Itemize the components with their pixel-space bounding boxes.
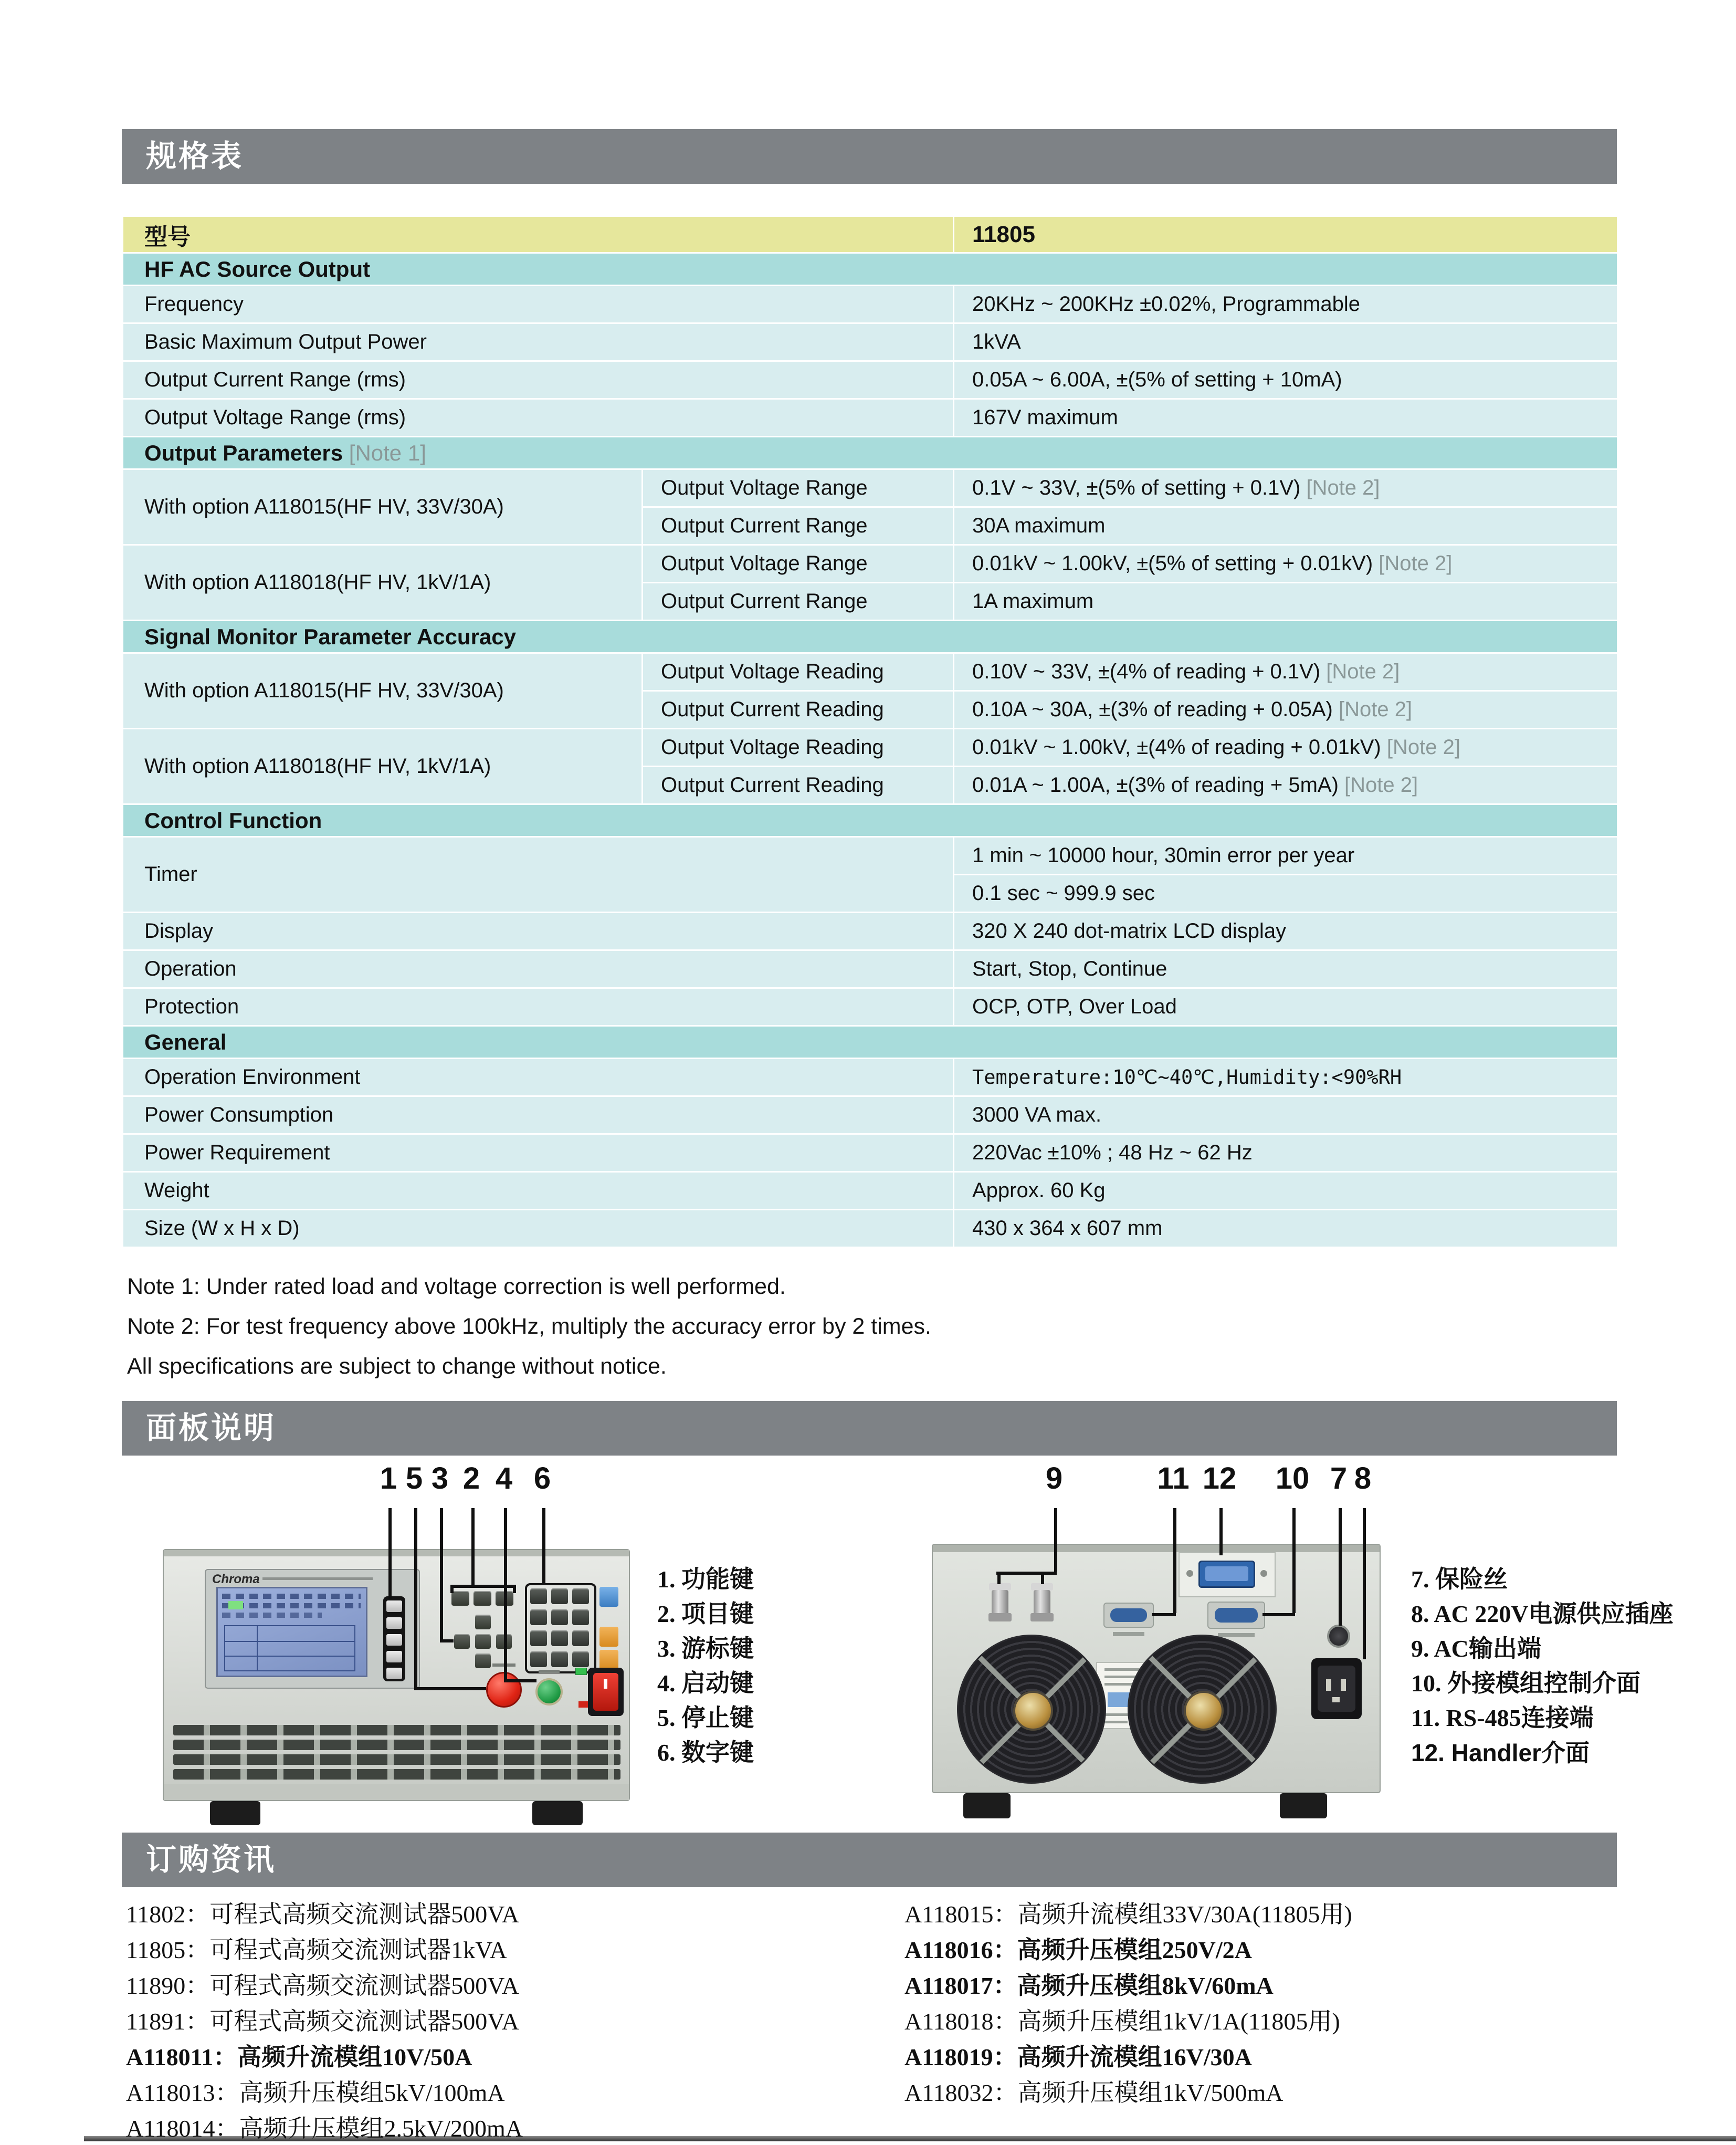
ordering-item: A118032：高频升压模组1kV/500mA <box>904 2079 1283 2106</box>
spec-row-label: Output Current Range (rms) <box>123 361 954 399</box>
sec-t: General <box>144 1029 227 1054</box>
abs <box>1104 1721 1128 1723</box>
rear-panel-label: 11. RS-485连接端 <box>1411 1704 1594 1731</box>
cursor-up-key <box>475 1615 491 1629</box>
callout-line <box>1363 1508 1366 1659</box>
note: [Note 2] <box>1306 476 1380 499</box>
callout-number-rear: 7 <box>1330 1461 1348 1495</box>
callout-line <box>414 1508 417 1687</box>
callout-number-front: 1 <box>380 1461 397 1495</box>
callout-number-rear: 8 <box>1354 1461 1372 1495</box>
soft-key <box>386 1668 402 1679</box>
spec-row <box>123 1172 1618 1210</box>
ordering-item: A118017：高频升压模组8kV/60mA <box>904 1972 1274 1999</box>
spec-row-value: 0.01A ~ 1.00A, ±(3% of reading + 5mA) [Note 2] <box>954 767 1618 804</box>
cooling-fan <box>1128 1635 1277 1784</box>
spec-row-value: 0.01kV ~ 1.00kV, ±(4% of reading + 0.01kV) [Note 2] <box>954 729 1618 767</box>
spec-notes <box>127 1267 931 1386</box>
note: [Note 2] <box>1379 552 1453 575</box>
spec-row <box>123 361 1618 399</box>
spec-row <box>123 399 1618 437</box>
ordering-item: A118013：高频升压模组5kV/100mA <box>126 2079 505 2106</box>
ac-output-terminal <box>1031 1583 1053 1591</box>
spec-row-value: 1kVA <box>954 323 1618 361</box>
rear-panel-label: 9. AC输出端 <box>1411 1635 1541 1662</box>
spec-row-label: Power Consumption <box>123 1096 954 1134</box>
spec-row-value: 30A maximum <box>954 507 1618 545</box>
callout-line <box>1292 1508 1296 1613</box>
item-key <box>451 1591 469 1606</box>
keypad-key <box>572 1651 589 1667</box>
callout-line <box>1262 1613 1295 1616</box>
spec-model-label: 型号 <box>123 216 954 253</box>
sec-t: HF AC Source Output <box>144 256 371 281</box>
spec-row <box>123 653 1618 691</box>
callout-line <box>440 1508 443 1639</box>
spec-row-label: Output Voltage Range (rms) <box>123 399 954 437</box>
spec-row <box>123 1210 1618 1248</box>
spec-row-value: Temperature:10℃~40℃,Humidity:<90%RH <box>954 1059 1618 1096</box>
keypad-key <box>551 1630 568 1646</box>
ordering-item: 11890：可程式高频交流测试器500VA <box>126 1972 519 1999</box>
spec-row <box>123 837 1618 875</box>
keypad-key <box>551 1609 568 1625</box>
spec-row-label: With option A118015(HF HV, 33V/30A) <box>123 653 643 729</box>
front-panel-label: 2. 项目键 <box>657 1600 754 1627</box>
spec-row <box>123 286 1618 323</box>
callout-line <box>414 1687 486 1690</box>
spec-row-label: Operation <box>123 950 954 988</box>
spec-row <box>123 913 1618 950</box>
callout-line <box>1339 1508 1342 1626</box>
screen-highlight-block <box>228 1601 243 1609</box>
abs <box>1030 1613 1054 1621</box>
callout-number-front: 4 <box>495 1461 513 1495</box>
callout-line <box>471 1508 475 1585</box>
front-panel-label: 6. 数字键 <box>657 1739 754 1766</box>
spec-row-label: Timer <box>123 837 954 913</box>
rear-panel-label: 12. Handler介面 <box>1411 1739 1590 1766</box>
callout-line <box>440 1639 454 1642</box>
spec-row-label: Weight <box>123 1172 954 1210</box>
callout-number-rear: 10 <box>1275 1461 1310 1495</box>
spec-row-value: 320 X 240 dot-matrix LCD display <box>954 913 1618 950</box>
front-panel-label: 3. 游标键 <box>657 1635 754 1662</box>
callout-number-rear: 9 <box>1045 1461 1063 1495</box>
device-foot <box>210 1801 260 1825</box>
abs <box>1104 1683 1132 1686</box>
ordering-item: A118015：高频升流模组33V/30A(11805用) <box>904 1901 1352 1928</box>
fuse-holder <box>1327 1625 1350 1648</box>
abs <box>1318 1666 1355 1712</box>
spec-note-line: Note 1: Under rated load and voltage correction is well performed. <box>127 1274 786 1299</box>
spec-row-value: 430 x 364 x 607 mm <box>954 1210 1618 1248</box>
screen-text-row <box>222 1594 361 1599</box>
note: [Note 2] <box>1344 773 1418 797</box>
front-panel-label: 5. 停止键 <box>657 1704 754 1731</box>
start-button <box>535 1678 563 1705</box>
element <box>123 437 1618 469</box>
ordering-item: A118014：高频升压模组2.5kV/200mA <box>126 2115 523 2142</box>
ac-inlet <box>1311 1658 1362 1719</box>
screen-table <box>224 1625 355 1671</box>
front-top-edge <box>164 1550 629 1556</box>
rear-top-edge <box>933 1545 1380 1552</box>
callout-line <box>997 1572 1001 1584</box>
callout-line <box>504 1679 536 1682</box>
spec-row <box>123 729 1618 767</box>
cooling-fan <box>957 1635 1106 1784</box>
orange-key <box>599 1650 618 1670</box>
spec-row <box>123 323 1618 361</box>
spec-row-value: 0.01kV ~ 1.00kV, ±(5% of setting + 0.01kV) [Note 2] <box>954 545 1618 583</box>
front-panel-label: 4. 启动键 <box>657 1670 754 1697</box>
rear-panel-label: 8. AC 220V电源供应插座 <box>1411 1600 1674 1627</box>
spec-row-value: 3000 VA max. <box>954 1096 1618 1134</box>
ordering-item: 11802：可程式高频交流测试器500VA <box>126 1901 519 1928</box>
button-label-line <box>539 1670 560 1673</box>
callout-number-rear: 11 <box>1157 1461 1190 1495</box>
callout-number-front: 5 <box>405 1461 423 1495</box>
note: [Note 2] <box>1338 698 1413 721</box>
spec-row-value: 1A maximum <box>954 583 1618 621</box>
spec-row <box>123 1059 1618 1096</box>
spec-row-value: Approx. 60 Kg <box>954 1172 1618 1210</box>
spec-row-sublabel: Output Voltage Range <box>643 545 954 583</box>
spec-row-label: With option A118018(HF HV, 1kV/1A) <box>123 729 643 804</box>
callout-line <box>450 1585 454 1593</box>
spec-row <box>123 1096 1618 1134</box>
ac-output-terminal <box>989 1583 1011 1591</box>
spec-row-value: 220Vac ±10% ; 48 Hz ~ 62 Hz <box>954 1134 1618 1172</box>
connector-label-line <box>1218 1633 1255 1637</box>
abs <box>1215 1608 1258 1623</box>
spec-row-label: Frequency <box>123 286 954 323</box>
vent-grille <box>173 1769 620 1780</box>
note: [Note 1] <box>349 440 426 465</box>
callout-line <box>513 1585 516 1593</box>
abs <box>1110 1608 1147 1622</box>
spec-row-value: 1 min ~ 10000 hour, 30min error per year <box>954 837 1618 875</box>
keypad-key <box>530 1588 547 1604</box>
front-panel-label: 1. 功能键 <box>657 1566 754 1593</box>
keypad-key <box>572 1588 589 1604</box>
element <box>123 621 1618 653</box>
cursor-down-key <box>475 1654 491 1668</box>
spec-section-header <box>123 437 1618 469</box>
spec-model-value: 11805 <box>954 216 1618 253</box>
spec-row-value: 0.05A ~ 6.00A, ±(5% of setting + 10mA) <box>954 361 1618 399</box>
callout-number-rear: 12 <box>1202 1461 1237 1495</box>
callout-line <box>996 1572 1057 1575</box>
vent-grille <box>173 1725 620 1735</box>
rear-panel-label: 10. 外接模组控制介面 <box>1411 1670 1640 1697</box>
callout-line <box>388 1508 392 1599</box>
rs485-connector <box>1103 1603 1154 1628</box>
spec-row <box>123 469 1618 507</box>
front-bottom-strip <box>164 1784 629 1800</box>
abs <box>1341 1679 1346 1691</box>
ordering-item: A118011：高频升流模组10V/50A <box>126 2044 472 2070</box>
spec-row <box>123 1134 1618 1172</box>
callout-line <box>504 1508 507 1679</box>
spec-row-value: OCP, OTP, Over Load <box>954 988 1618 1026</box>
soft-key <box>386 1634 402 1646</box>
spec-row-value: 0.10V ~ 33V, ±(4% of reading + 0.1V) [Note 2] <box>954 653 1618 691</box>
green-led <box>575 1668 587 1675</box>
spec-row <box>123 545 1618 583</box>
abs <box>1332 1697 1340 1702</box>
spec-note-line: All specifications are subject to change without notice. <box>127 1354 667 1379</box>
spec-row-sublabel: Output Current Range <box>643 583 954 621</box>
spec-table <box>122 215 1618 1248</box>
blue-key <box>599 1587 618 1607</box>
spec-model-row <box>123 216 1618 253</box>
screen-text-row <box>222 1613 322 1618</box>
spec-row-value: 0.1 sec ~ 999.9 sec <box>954 875 1618 913</box>
spec-row-label: Basic Maximum Output Power <box>123 323 954 361</box>
callout-number-front: 6 <box>533 1461 551 1495</box>
module-control-connector <box>1207 1602 1265 1629</box>
spec-row-value: 20KHz ~ 200KHz ±0.02%, Programmable <box>954 286 1618 323</box>
vent-grille <box>173 1754 620 1765</box>
device-foot <box>963 1793 1011 1818</box>
element <box>123 1026 1618 1059</box>
spec-note-line: Note 2: For test frequency above 100kHz, multiply the accuracy error by 2 times. <box>127 1314 931 1339</box>
spec-row-value: 0.1V ~ 33V, ±(5% of setting + 0.1V) [Note 2] <box>954 469 1618 507</box>
bezel-subtitle-line <box>262 1577 373 1580</box>
soft-key <box>386 1600 402 1612</box>
ordering-item: A118016：高频升压模组250V/2A <box>904 1937 1252 1963</box>
element <box>123 253 1618 286</box>
abs <box>988 1613 1012 1621</box>
fanhub <box>1013 1691 1053 1731</box>
fanhub <box>1184 1691 1224 1731</box>
sec-t: Output Parameters <box>144 440 343 465</box>
callout-line <box>450 1585 515 1588</box>
spec-section-header <box>123 1026 1618 1059</box>
cursor-center-key <box>475 1634 491 1649</box>
abs <box>1104 1668 1141 1671</box>
item-key <box>474 1591 491 1606</box>
callout-line <box>542 1508 545 1583</box>
note: [Note 2] <box>1326 660 1400 683</box>
abs <box>1326 1679 1331 1691</box>
keypad-key <box>530 1630 547 1646</box>
connector-label-line <box>1113 1632 1144 1636</box>
spec-row-label: With option A118015(HF HV, 33V/30A) <box>123 469 643 545</box>
abs <box>593 1673 618 1711</box>
callout-line <box>1219 1508 1223 1555</box>
device-foot <box>1280 1793 1327 1818</box>
spec-row <box>123 988 1618 1026</box>
element <box>123 804 1618 837</box>
note: [Note 2] <box>1386 736 1460 759</box>
sec-t: Control Function <box>144 808 322 833</box>
ordering-item: 11805：可程式高频交流测试器1kVA <box>126 1937 507 1963</box>
lcd-screen <box>216 1587 367 1677</box>
ordering-item: A118018：高频升压模组1kV/1A(11805用) <box>904 2008 1340 2035</box>
spec-section-banner: 规格表 <box>122 129 1617 184</box>
keypad-key <box>551 1588 568 1604</box>
spec-row-label: Operation Environment <box>123 1059 954 1096</box>
spec-row-sublabel: Output Voltage Reading <box>643 729 954 767</box>
soft-key <box>386 1651 402 1662</box>
callout-number-front: 2 <box>462 1461 480 1495</box>
abs <box>604 1679 607 1689</box>
cursor-left-key <box>454 1634 470 1649</box>
abs <box>257 1626 258 1670</box>
rear-panel-label: 7. 保险丝 <box>1411 1566 1508 1593</box>
spec-row-value: 0.10A ~ 30A, ±(3% of reading + 0.05A) [Note 2] <box>954 691 1618 729</box>
callout-line <box>1173 1508 1176 1613</box>
callout-line <box>1152 1613 1176 1616</box>
ordering-section-banner: 订购资讯 <box>122 1833 1617 1887</box>
keypad-key <box>572 1609 589 1625</box>
soft-key <box>386 1617 402 1629</box>
spec-row <box>123 950 1618 988</box>
spec-section-header <box>123 621 1618 653</box>
callout-line <box>1054 1508 1057 1572</box>
panel-section-banner: 面板说明 <box>122 1401 1617 1456</box>
abs <box>225 1656 354 1657</box>
spec-row-label: With option A118018(HF HV, 1kV/1A) <box>123 545 643 621</box>
spec-section-header <box>123 804 1618 837</box>
spec-row-sublabel: Output Voltage Range <box>643 469 954 507</box>
element <box>123 216 1618 1248</box>
screw <box>1260 1570 1267 1577</box>
vent-grille <box>173 1740 620 1750</box>
spec-row-sublabel: Output Current Range <box>643 507 954 545</box>
spec-row-label: Display <box>123 913 954 950</box>
spec-row-label: Power Requirement <box>123 1134 954 1172</box>
keypad-key <box>530 1609 547 1625</box>
spec-row-sublabel: Output Voltage Reading <box>643 653 954 691</box>
keypad-key <box>530 1651 547 1667</box>
callout-number-front: 3 <box>431 1461 449 1495</box>
keypad-key <box>572 1630 589 1646</box>
screw <box>1186 1570 1193 1577</box>
spec-row-sublabel: Output Current Reading <box>643 767 954 804</box>
orange-key <box>599 1627 618 1647</box>
ordering-item: A118019：高频升流模组16V/30A <box>904 2044 1252 2070</box>
keypad-key <box>551 1651 568 1667</box>
abs <box>1205 1566 1248 1581</box>
brand-logo: Chroma <box>212 1572 260 1586</box>
spec-row-value: 167V maximum <box>954 399 1618 437</box>
spec-row-label: Protection <box>123 988 954 1026</box>
spec-row-sublabel: Output Current Reading <box>643 691 954 729</box>
ordering-item: 11891：可程式高频交流测试器500VA <box>126 2008 519 2035</box>
handler-connector <box>1198 1561 1255 1588</box>
sec-t: Signal Monitor Parameter Accuracy <box>144 624 517 649</box>
power-switch <box>588 1668 624 1716</box>
spec-row-label: Size (W x H x D) <box>123 1210 954 1248</box>
abs <box>225 1641 354 1642</box>
callout-line <box>1041 1572 1044 1584</box>
device-foot <box>532 1801 583 1825</box>
spec-section-header <box>123 253 1618 286</box>
spec-row-value: Start, Stop, Continue <box>954 950 1618 988</box>
